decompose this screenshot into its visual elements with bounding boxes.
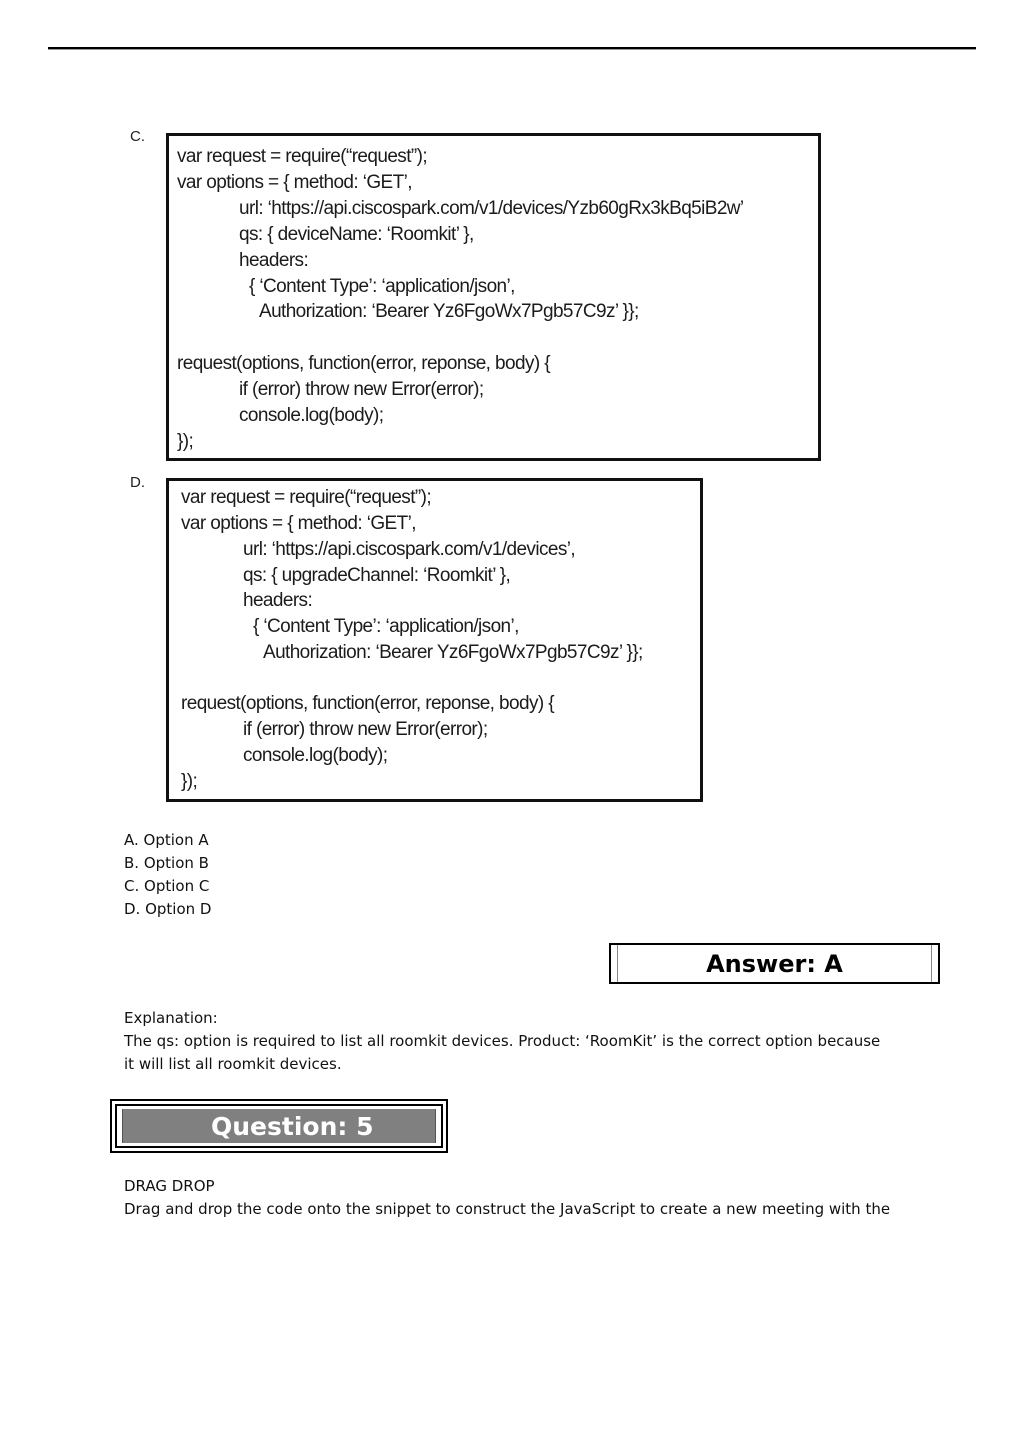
answer-text: Answer: A (617, 945, 932, 982)
choice-d: D. Option D (124, 900, 212, 918)
explanation-line-2: it will list all roomkit devices. (124, 1055, 342, 1073)
choice-a: A. Option A (124, 831, 209, 849)
code-line: if (error) throw new Error(error); (239, 379, 484, 400)
code-line: var request = require(“request”); (177, 146, 428, 167)
code-line: }); (177, 431, 194, 452)
question-type: DRAG DROP (124, 1177, 215, 1195)
answer-choices (124, 829, 211, 921)
code-line: qs: { upgradeChannel: ‘Roomkit’ }, (243, 565, 511, 586)
code-line: url: ‘https://api.ciscospark.com/v1/devices’, (243, 539, 576, 560)
option-c-code-block (166, 133, 821, 461)
question-title: Question: 5 (122, 1109, 436, 1143)
answer-box (609, 943, 940, 984)
code-line: headers: (239, 250, 309, 271)
header-rule (48, 47, 976, 50)
code-line: headers: (243, 590, 313, 611)
code-line: { ‘Content Type’: ‘application/json’, (249, 276, 515, 297)
choice-b: B. Option B (124, 854, 209, 872)
code-line: }); (181, 771, 198, 792)
code-line: console.log(body); (243, 745, 388, 766)
code-line: request(options, function(error, reponse, body) { (177, 353, 550, 374)
code-line: qs: { deviceName: ‘Roomkit’ }, (239, 224, 474, 245)
code-line: var request = require(“request”); (181, 487, 432, 508)
question-banner (110, 1099, 448, 1153)
code-line: Authorization: ‘Bearer Yz6FgoWx7Pgb57C9z’ }}; (263, 642, 643, 663)
code-line: var options = { method: ‘GET’, (181, 513, 416, 534)
question-banner-frame (115, 1104, 443, 1148)
option-c-label: C. (130, 128, 145, 145)
code-line: url: ‘https://api.ciscospark.com/v1/devices/Yzb60gRx3kBq5iB2w’ (239, 198, 744, 219)
option-d-label: D. (130, 474, 145, 491)
code-line: { ‘Content Type’: ‘application/json’, (253, 616, 519, 637)
explanation-line-1: The qs: option is required to list all roomkit devices. Product: ‘RoomKit’ is the correct option because (124, 1032, 881, 1050)
question-text: Drag and drop the code onto the snippet to construct the JavaScript to create a new meeting with the (124, 1200, 891, 1218)
option-d-code-block (166, 478, 703, 802)
code-line: Authorization: ‘Bearer Yz6FgoWx7Pgb57C9z’ }}; (259, 301, 639, 322)
code-line: var options = { method: ‘GET’, (177, 172, 412, 193)
code-line: if (error) throw new Error(error); (243, 719, 488, 740)
code-line: request(options, function(error, reponse, body) { (181, 693, 554, 714)
choice-c: C. Option C (124, 877, 210, 895)
explanation-heading: Explanation: (124, 1009, 218, 1027)
code-line: console.log(body); (239, 405, 384, 426)
